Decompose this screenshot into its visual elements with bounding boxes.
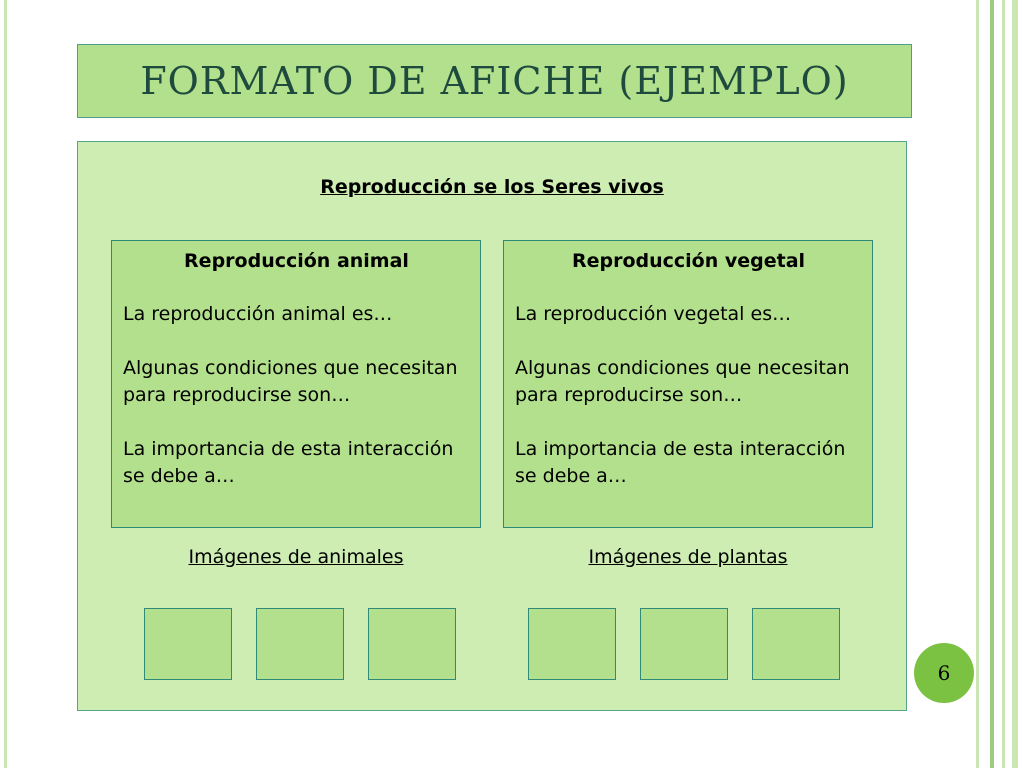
page-number-badge — [914, 643, 974, 703]
panel-paragraph: La reproducción vegetal es… — [515, 303, 792, 325]
panel-paragraph: La importancia de esta interacción se debe a… — [515, 438, 846, 487]
right-edge-stripe — [976, 0, 979, 768]
panel-title: Reproducción vegetal — [571, 250, 806, 272]
animal-images-label: Imágenes de animales — [188, 546, 404, 568]
slide-title: FORMATO DE AFICHE (EJEMPLO) — [140, 59, 849, 103]
panel-title: Reproducción animal — [184, 250, 409, 272]
poster-area — [77, 141, 907, 711]
right-edge-stripe — [1002, 0, 1005, 768]
panel-paragraph: La importancia de esta interacción se debe a… — [123, 438, 454, 487]
plant-images-label: Imágenes de plantas — [588, 546, 788, 568]
page-number: 6 — [937, 661, 951, 685]
poster-heading: Reproducción se los Seres vivos — [320, 176, 664, 198]
panel-paragraph: Algunas condiciones que necesitan para reproducirse son… — [515, 357, 850, 406]
slide-title-box — [77, 44, 912, 118]
animal-image-placeholder — [256, 608, 344, 680]
plant-image-placeholder — [640, 608, 728, 680]
panel-paragraph: La reproducción animal es… — [123, 303, 393, 325]
right-edge-stripe — [1012, 0, 1018, 768]
left-edge-stripe — [4, 0, 7, 768]
animal-image-placeholder — [368, 608, 456, 680]
panel-vegetal — [503, 240, 873, 528]
panel-paragraph: Algunas condiciones que necesitan para reproducirse son… — [123, 357, 458, 406]
panel-animal — [111, 240, 481, 528]
plant-image-placeholder — [528, 608, 616, 680]
plant-image-placeholder — [752, 608, 840, 680]
right-edge-stripe — [990, 0, 994, 768]
animal-image-placeholder — [144, 608, 232, 680]
